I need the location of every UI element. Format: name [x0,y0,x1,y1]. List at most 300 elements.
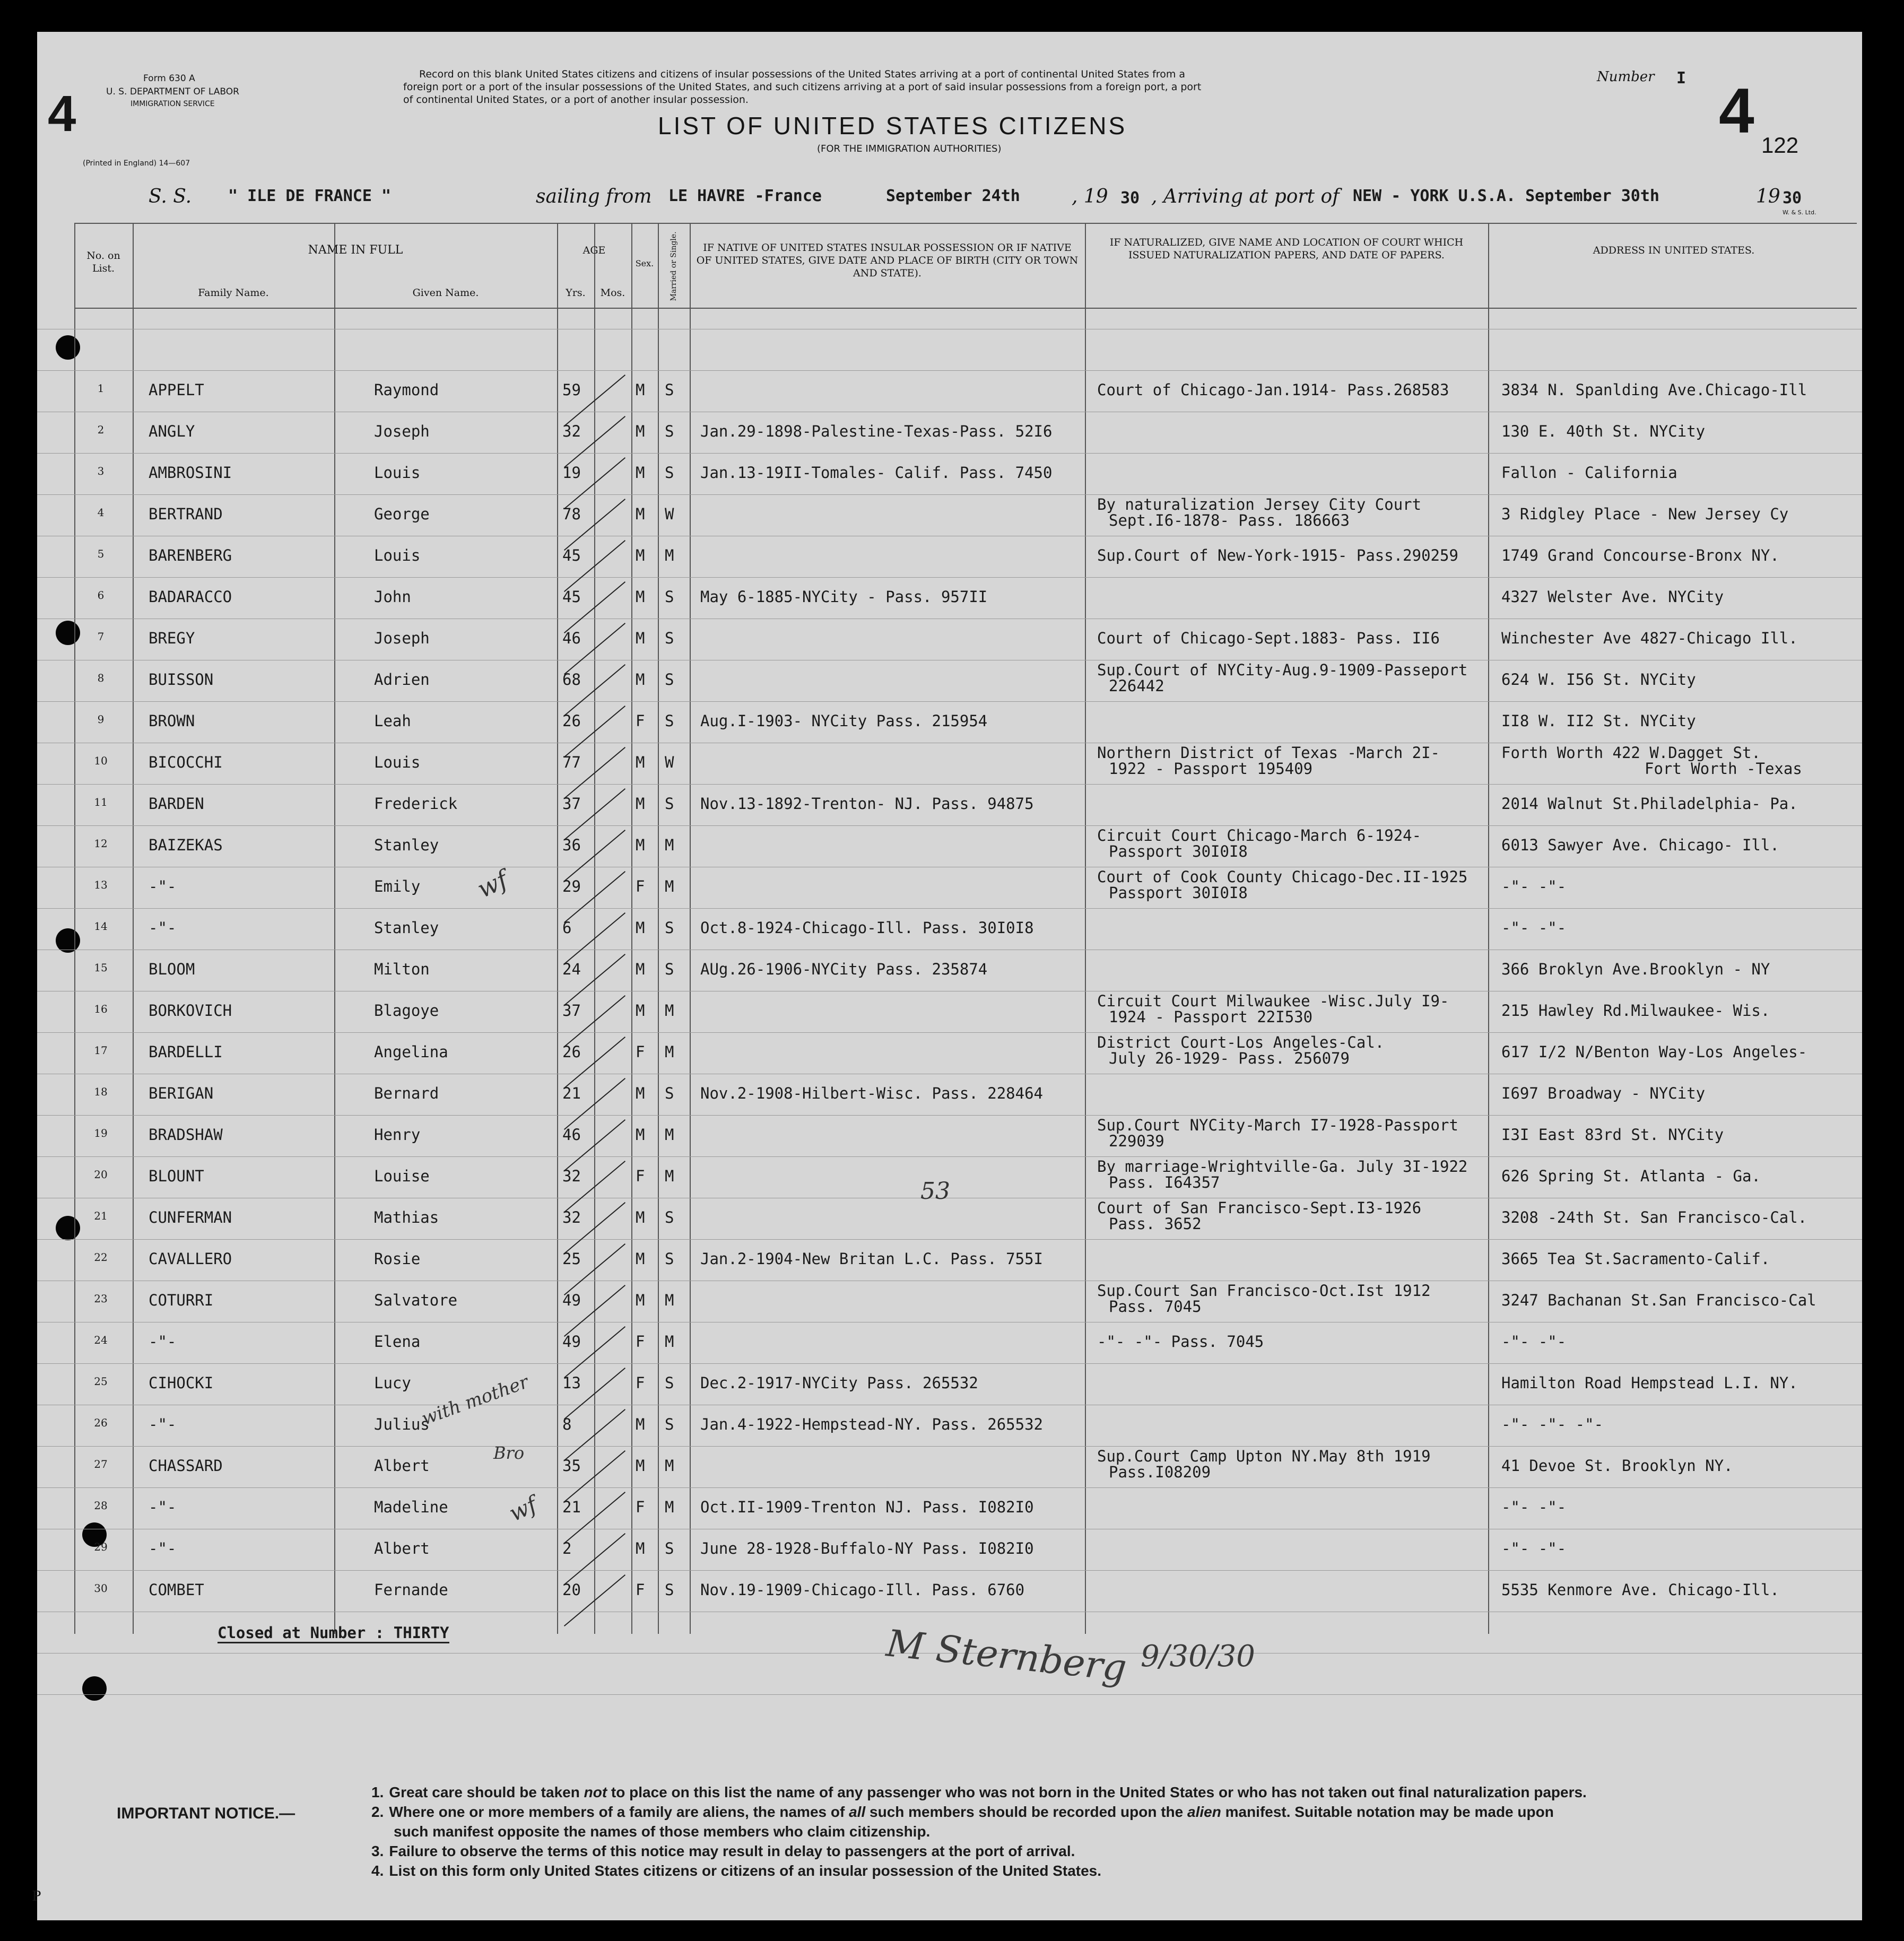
naturalization-info: Court of Chicago-Jan.1914- Pass.268583 [1097,381,1449,399]
age-years: 45 [562,546,581,564]
sex: M [636,753,645,771]
row-number: 20 [94,1168,108,1181]
number-label: Number [1597,69,1655,85]
marital-status: S [665,795,674,813]
address: I697 Broadway - NYCity [1501,1084,1706,1102]
instruction-line: foreign port or a port of the insular possessions of the United States, and such citizens arriving at a port of said insular possessions from a foreign port, a port [403,81,1202,93]
family-name: -"- [149,1539,177,1557]
address: 3834 N. Spanlding Ave.Chicago-Ill [1501,381,1807,399]
naturalization-info: Court of Chicago-Sept.1883- Pass. II6 [1097,629,1440,647]
family-name: BAIZEKAS [149,836,223,854]
table-row [37,620,1862,661]
family-name: CUNFERMAN [149,1208,232,1226]
address: 626 Spring St. Atlanta - Ga. [1501,1167,1761,1185]
annotation-wife: wf [473,865,512,904]
from-port: LE HAVRE -France [668,187,822,205]
row-number: 11 [94,796,108,808]
notice-text: not [584,1784,607,1800]
birth-info: June 28-1928-Buffalo-NY Pass. I082I0 [700,1539,1034,1557]
given-name: Elena [374,1333,421,1351]
naturalization-info: Sup.Court of NYCity-Aug.9-1909-Passeport [1097,661,1468,679]
given-name: Lucy [374,1374,411,1392]
naturalization-info: District Court-Los Angeles-Cal. [1097,1033,1385,1051]
given-name: Mathias [374,1208,439,1226]
address: -"- -"- [1501,1498,1567,1516]
col-header-mos: Mos. [600,287,625,299]
given-name: Blagoye [374,1002,439,1020]
sex: F [636,1498,645,1516]
given-name: Stanley [374,836,439,854]
notice-item-number: 4. [371,1862,384,1879]
naturalization-info: Sup.Court NYCity-March I7-1928-Passport [1097,1116,1458,1134]
row-number: 4 [97,506,105,519]
age-years: 26 [562,712,581,730]
notice-text: manifest. Suitable notation may be made upon [1221,1804,1554,1820]
naturalization-info: Court of San Francisco-Sept.I3-1926 [1097,1199,1422,1217]
address: Fallon - California [1501,464,1677,482]
given-name: Julius [374,1415,430,1433]
age-years: 45 [562,588,581,606]
notice-text: such members should be recorded upon the [865,1804,1188,1820]
table-row [37,1199,1862,1240]
sex: M [636,1250,645,1268]
given-name: Milton [374,960,430,978]
age-years: 13 [562,1374,581,1392]
given-name: Angelina [374,1043,448,1061]
family-name: BERTRAND [149,505,223,523]
row-rule [37,1694,1862,1695]
family-name: -"- [149,1333,177,1351]
table-row [37,826,1862,868]
table-row [37,1075,1862,1116]
marital-status: W [665,753,674,771]
punch-hole [82,1676,107,1701]
given-name: Louis [374,464,421,482]
notice-item-number: 3. [371,1843,384,1859]
birth-info: May 6-1885-NYCity - Pass. 957II [700,588,988,606]
address: 3247 Bachanan St.San Francisco-Cal [1501,1291,1816,1309]
given-name: Adrien [374,671,430,689]
sex: M [636,960,645,978]
document-subtitle: (FOR THE IMMIGRATION AUTHORITIES) [817,143,1002,154]
family-name: BORKOVICH [149,1002,232,1020]
notice-text-continued: such manifest opposite the names of those members who claim citizenship. [394,1823,931,1840]
marital-status: S [665,1208,674,1226]
row-number: 3 [97,465,105,477]
birth-info: Jan.29-1898-Palestine-Texas-Pass. 52I6 [700,422,1053,440]
col-header-yrs: Yrs. [566,287,586,299]
family-name: APPELT [149,381,204,399]
table-row [37,744,1862,785]
given-name: Fernande [374,1581,448,1599]
table-row [37,661,1862,702]
notice-text: all [849,1804,866,1820]
arr-year: 30 [1783,189,1802,207]
marital-status: M [665,1498,674,1516]
birth-info: Oct.II-1909-Trenton NJ. Pass. I082I0 [700,1498,1034,1516]
marital-status: M [665,1043,674,1061]
age-years: 37 [562,795,581,813]
notice-item-number: 1. [371,1784,384,1800]
naturalization-info: Passport 30I0I8 [1109,842,1248,860]
address: 3665 Tea St.Sacramento-Calif. [1501,1250,1770,1268]
sex: M [636,795,645,813]
notice-text: alien [1187,1804,1221,1820]
table-row [37,1447,1862,1489]
ss-label: S. S. [149,186,192,207]
sex: M [636,919,645,937]
marital-status: S [665,1250,674,1268]
department: U. S. DEPARTMENT OF LABOR [106,86,239,97]
marital-status: M [665,546,674,564]
table-row [37,578,1862,620]
table-row [37,1282,1862,1323]
marital-status: M [665,1167,674,1185]
family-name: BROWN [149,712,195,730]
family-name: BRADSHAW [149,1126,223,1144]
row-number: 2 [97,423,105,436]
row-number: 16 [94,1003,108,1015]
naturalization-info: 1922 - Passport 195409 [1109,760,1313,778]
given-name: Madeline [374,1498,448,1516]
annotation-bro: Bro [493,1443,525,1463]
naturalization-info: -"- -"- Pass. 7045 [1097,1333,1264,1351]
family-name: BARENBERG [149,546,232,564]
sex: M [636,1084,645,1102]
birth-info: Jan.2-1904-New Britan L.C. Pass. 755I [700,1250,1044,1268]
table-row [37,1364,1862,1406]
family-name: BREGY [149,629,195,647]
notice-item-number: 2. [371,1804,384,1820]
address: -"- -"- [1501,1333,1567,1351]
naturalization-info: Sup.Court San Francisco-Oct.Ist 1912 [1097,1282,1431,1300]
year-prefix: , 19 [1072,186,1108,207]
age-years: 49 [562,1333,581,1351]
marital-status: S [665,671,674,689]
sex: M [636,1457,645,1475]
address: -"- -"- -"- [1501,1415,1604,1433]
naturalization-info: Northern District of Texas -March 2I- [1097,744,1440,762]
family-name: BADARACCO [149,588,232,606]
sail-year: 30 [1120,189,1140,207]
age-years: 59 [562,381,581,399]
age-years: 46 [562,1126,581,1144]
sex: F [636,877,645,895]
col-header-family: Family Name. [198,287,269,299]
table-row [37,495,1862,537]
sex: M [636,381,645,399]
family-name: BLOUNT [149,1167,204,1185]
notice-text: Where one or more members of a family are aliens, the names of [389,1804,849,1820]
row-number: 23 [94,1292,108,1305]
marital-status: S [665,381,674,399]
sex: M [636,671,645,689]
marital-status: S [665,1415,674,1433]
sex: M [636,1208,645,1226]
arrival-port: NEW - YORK U.S.A. September 30th [1353,187,1659,205]
naturalization-info: Pass.I08209 [1109,1463,1211,1481]
table-row [37,1323,1862,1364]
given-name: Stanley [374,919,439,937]
address: 1749 Grand Concourse-Bronx NY. [1501,546,1779,564]
address: Forth Worth 422 W.Dagget St. [1501,744,1761,762]
table-row [37,909,1862,951]
marital-status: W [665,505,674,523]
address: 215 Hawley Rd.Milwaukee- Wis. [1501,1002,1770,1020]
table-row [37,1033,1862,1075]
given-name: Frederick [374,795,458,813]
annotation-53: 53 [920,1178,950,1205]
marital-status: S [665,629,674,647]
table-row [37,868,1862,909]
age-years: 21 [562,1498,581,1516]
age-years: 24 [562,960,581,978]
document-title: LIST OF UNITED STATES CITIZENS [658,112,1127,140]
age-years: 8 [562,1415,572,1433]
row-number: 18 [94,1085,108,1098]
address: 366 Broklyn Ave.Brooklyn - NY [1501,960,1770,978]
address: 617 I/2 N/Benton Way-Los Angeles- [1501,1043,1807,1061]
sex: F [636,1043,645,1061]
age-years: 37 [562,1002,581,1020]
address: Hamilton Road Hempstead L.I. NY. [1501,1374,1798,1392]
naturalization-info: 1924 - Passport 22I530 [1109,1008,1313,1026]
naturalization-info: 229039 [1109,1132,1164,1150]
sex: M [636,546,645,564]
family-name: -"- [149,919,177,937]
row-number: 30 [94,1582,108,1595]
big-mark-left: 4 [48,85,76,142]
naturalization-info: Circuit Court Milwaukee -Wisc.July I9- [1097,992,1449,1010]
col-header-no: No. on List. [86,250,120,274]
marital-status: S [665,588,674,606]
notice-label: IMPORTANT NOTICE.— [117,1805,295,1822]
row-number: 10 [94,754,108,767]
table-row [37,1406,1862,1447]
col-header-given: Given Name. [412,287,479,299]
address: Fort Worth -Texas [1645,760,1802,778]
annotation-wife: wf [505,1491,541,1527]
signature: M Sternberg [884,1621,1129,1690]
row-number: 15 [94,961,108,974]
col-header-age: AGE [582,245,606,256]
sex: M [636,1539,645,1557]
sex: M [636,629,645,647]
naturalization-info: By naturalization Jersey City Court [1097,495,1422,513]
row-number: 12 [94,837,108,850]
marital-status: S [665,1581,674,1599]
given-name: Louise [374,1167,430,1185]
birth-info: Nov.2-1908-Hilbert-Wisc. Pass. 228464 [700,1084,1044,1102]
family-name: -"- [149,1498,177,1516]
table-row [37,454,1862,495]
marital-status: S [665,422,674,440]
family-name: CHASSARD [149,1457,223,1475]
header-bottom-border [74,308,1857,309]
age-years: 21 [562,1084,581,1102]
birth-info: AUg.26-1906-NYCity Pass. 235874 [700,960,988,978]
sex: M [636,1291,645,1309]
family-name: BERIGAN [149,1084,214,1102]
row-number: 25 [94,1375,108,1388]
row-rule [37,370,1862,371]
age-years: 46 [562,629,581,647]
row-number: 5 [97,547,105,560]
naturalization-info: 226442 [1109,677,1164,695]
family-name: COTURRI [149,1291,214,1309]
sex: M [636,422,645,440]
sex: M [636,464,645,482]
address: 5535 Kenmore Ave. Chicago-Ill. [1501,1581,1779,1599]
col-header-naturalized: IF NATURALIZED, GIVE NAME AND LOCATION OF COURT WHICH ISSUED NATURALIZATION PAPERS, AND DATE OF PAPERS. [1109,237,1464,261]
address: 4327 Welster Ave. NYCity [1501,588,1724,606]
sex: M [636,1002,645,1020]
row-number: 28 [94,1499,108,1512]
instruction-line: of continental United States, or a port of another insular possession. [403,94,749,106]
naturalization-info: Sup.Court Camp Upton NY.May 8th 1919 [1097,1447,1431,1465]
row-number: 17 [94,1044,108,1057]
family-name: BICOCCHI [149,753,223,771]
col-header-birth: IF NATIVE OF UNITED STATES INSULAR POSSESSION OR IF NATIVE OF UNITED STATES, GIVE DATE AND PLACE OF BIRTH (CITY OR TOWN AND STATE). [696,242,1079,279]
family-name: AMBROSINI [149,464,232,482]
age-years: 29 [562,877,581,895]
age-years: 20 [562,1581,581,1599]
birth-info: Dec.2-1917-NYCity Pass. 265532 [700,1374,978,1392]
naturalization-info: Court of Cook County Chicago-Dec.II-1925 [1097,868,1468,886]
sex: M [636,1415,645,1433]
row-number: 13 [94,878,108,891]
table-row [37,1489,1862,1530]
table-row [37,1571,1862,1613]
sex: F [636,1333,645,1351]
sex: M [636,1126,645,1144]
given-name: Louis [374,546,421,564]
given-name: Albert [374,1539,430,1557]
sailing-label: sailing from [536,186,652,207]
row-number: 14 [94,920,108,933]
signature-date: 9/30/30 [1141,1639,1255,1674]
marital-status: M [665,1126,674,1144]
page-number: 122 [1761,133,1799,158]
given-name: Emily [374,877,421,895]
col-header-address: ADDRESS IN UNITED STATES. [1593,245,1755,256]
age-years: 78 [562,505,581,523]
marital-status: M [665,1333,674,1351]
sex: M [636,588,645,606]
marital-status: M [665,1291,674,1309]
table-row [37,413,1862,454]
row-number: 19 [94,1127,108,1139]
family-name: CIHOCKI [149,1374,214,1392]
marital-status: S [665,919,674,937]
address: -"- -"- [1501,1539,1567,1557]
age-years: 6 [562,919,572,937]
wsltd-note: W. & S. Ltd. [1783,209,1816,216]
punch-hole [56,335,80,360]
age-years: 25 [562,1250,581,1268]
number-value: I [1676,69,1686,88]
given-name: Salvatore [374,1291,458,1309]
naturalization-info: Pass. 7045 [1109,1298,1202,1316]
table-row [37,785,1862,826]
corner-mark: P [32,1888,41,1904]
table-row [37,1240,1862,1282]
table-row [37,537,1862,578]
naturalization-info: By marriage-Wrightville-Ga. July 3I-1922 [1097,1157,1468,1176]
family-name: CAVALLERO [149,1250,232,1268]
sex: F [636,1581,645,1599]
notice-text: to place on this list the name of any passenger who was not born in the United States or who has not taken out final naturalization papers. [607,1784,1587,1800]
naturalization-info: Sept.I6-1878- Pass. 186663 [1109,511,1350,529]
address: 2014 Walnut St.Philadelphia- Pa. [1501,795,1798,813]
row-number: 22 [94,1251,108,1264]
naturalization-info: Circuit Court Chicago-March 6-1924- [1097,826,1422,845]
manifest-sheet [32,32,1862,1920]
marital-status: M [665,877,674,895]
printed-note: (Printed in England) 14—607 [83,159,190,168]
sail-date: September 24th [886,187,1020,205]
age-years: 49 [562,1291,581,1309]
naturalization-info: Pass. I64357 [1109,1173,1220,1191]
family-name: BUISSON [149,671,214,689]
row-number: 21 [94,1209,108,1222]
notice-item [371,1861,1101,1881]
address: 624 W. I56 St. NYCity [1501,671,1696,689]
col-header-married: Married or Single. [670,231,678,301]
instructions [403,68,1517,106]
marital-status: S [665,1539,674,1557]
marital-status: S [665,464,674,482]
given-name: Raymond [374,381,439,399]
given-name: Leah [374,712,411,730]
birth-info: Oct.8-1924-Chicago-Ill. Pass. 30I0I8 [700,919,1034,937]
family-name: BARDEN [149,795,204,813]
address: 6013 Sawyer Ave. Chicago- Ill. [1501,836,1779,854]
age-years: 32 [562,422,581,440]
arr-year-prefix: 19 [1756,186,1780,207]
sex: F [636,712,645,730]
birth-info: Nov.13-1892-Trenton- NJ. Pass. 94875 [700,795,1034,813]
birth-info: Jan.4-1922-Hempstead-NY. Pass. 265532 [700,1415,1044,1433]
notice-text: Failure to observe the terms of this notice may result in delay to passengers at the port of arrival. [389,1843,1075,1859]
address: 3208 -24th St. San Francisco-Cal. [1501,1208,1807,1226]
table-row [37,1530,1862,1571]
address: -"- -"- [1501,877,1567,895]
col-header-name-in-full: NAME IN FULL [308,243,403,257]
row-number: 8 [97,672,105,684]
age-years: 36 [562,836,581,854]
family-name: ANGLY [149,422,195,440]
age-years: 32 [562,1208,581,1226]
table-row [37,371,1862,413]
sex: F [636,1167,645,1185]
address: 41 Devoe St. Brooklyn NY. [1501,1457,1733,1475]
naturalization-info: Sup.Court of New-York-1915- Pass.290259 [1097,546,1458,564]
marital-status: S [665,1084,674,1102]
closed-at: Closed at Number : THIRTY [218,1624,449,1643]
instruction-line: Record on this blank United States citizens and citizens of insular possessions of the United States arriving at a port of continental United States from a [419,68,1186,80]
age-years: 32 [562,1167,581,1185]
family-name: BARDELLI [149,1043,223,1061]
address: II8 W. II2 St. NYCity [1501,712,1696,730]
address: 130 E. 40th St. NYCity [1501,422,1706,440]
given-name: Albert [374,1457,430,1475]
given-name: Bernard [374,1084,439,1102]
address: Winchester Ave 4827-Chicago Ill. [1501,629,1798,647]
birth-info: Nov.19-1909-Chicago-Ill. Pass. 6760 [700,1581,1025,1599]
age-years: 35 [562,1457,581,1475]
row-number: 24 [94,1334,108,1346]
